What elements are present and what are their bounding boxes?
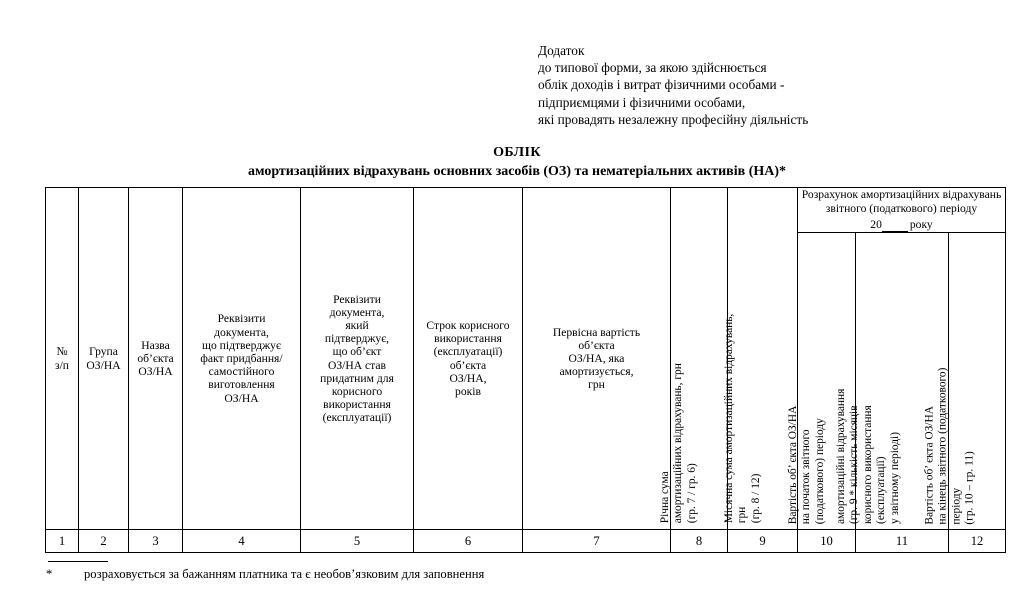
- footnote-marker: *: [46, 567, 53, 581]
- column-header-7: Первісна вартість об’єкта ОЗ/НА, яка амортизується, грн: [523, 188, 671, 530]
- footnote-text: розраховується за бажанням платника та є необов’язковим для заповнення: [84, 567, 485, 581]
- column-header-6: Строк корисного використання (експлуатації) об’єкта ОЗ/НА, років: [414, 188, 523, 530]
- page-title-main: ОБЛІК: [493, 145, 541, 160]
- table-column-number-row: [46, 530, 1006, 553]
- column-header-11-rotated: амортизаційні відрахування (гр. 9 * кількість місяців корисного використання (експлуатації) у звітному періоді): [834, 388, 901, 525]
- column-number-11: 11: [856, 530, 949, 553]
- column-group-header-calculation: Розрахунок амортизаційних відрахувань звітного (податкового) періоду 20 року: [798, 188, 1006, 233]
- column-header-8-rotated: Річна сума амортизаційних відрахувань, грн (гр. 7 / гр. 6): [658, 363, 698, 524]
- reporting-year-field[interactable]: 20 року: [870, 217, 933, 231]
- column-number-9: 9: [728, 530, 798, 553]
- column-number-2: 2: [79, 530, 129, 553]
- footnote-separator-rule: [48, 561, 108, 562]
- addressee-line-1: Додаток: [538, 43, 585, 58]
- column-header-9-rotated: Місячна сума амортизаційних відрахувань, грн (гр. 8 / 12): [722, 313, 762, 524]
- addressee-line-2: до типової форми, за якою здійснюється: [538, 60, 767, 76]
- column-header-8: [658, 188, 728, 530]
- year-blank-underline[interactable]: [882, 220, 908, 232]
- column-number-3: 3: [129, 530, 183, 553]
- column-header-12: [923, 233, 1006, 530]
- column-header-2: Група ОЗ/НА: [79, 188, 129, 530]
- addressee-line-5: які провадять незалежну професійну діяльність: [538, 111, 809, 127]
- column-header-12-rotated: Вартість об’ єкта ОЗ/НА на кінець звітного (податкового) періоду (гр. 10 – гр. 11): [923, 367, 976, 525]
- column-number-6: 6: [414, 530, 523, 553]
- column-header-1: № з/п: [46, 188, 79, 530]
- column-number-1: 1: [46, 530, 79, 553]
- footnote: [46, 561, 946, 582]
- column-header-4: Реквізити документа, що підтверджує факт придбання/ самостійного виготовлення ОЗ/НА: [183, 188, 301, 530]
- amortization-table-wrapper: [45, 187, 1006, 553]
- column-header-10-rotated: Вартість об’ єкта ОЗ/НА на початок звітного (податкового) періоду: [786, 405, 826, 525]
- footnote-body: [46, 566, 946, 582]
- page-title-sub: амортизаційних відрахувань основних засобів (ОЗ) та нематеріальних активів (НА)*: [247, 164, 787, 179]
- addressee-line-3: облік доходів і витрат фізичними особами -: [538, 77, 785, 93]
- column-number-7: 7: [523, 530, 671, 553]
- column-number-8: 8: [671, 530, 728, 553]
- column-header-3: Назва об’єкта ОЗ/НА: [129, 188, 183, 530]
- column-number-10: 10: [798, 530, 856, 553]
- column-number-4: 4: [183, 530, 301, 553]
- table-header-row-main: [46, 188, 1006, 233]
- column-number-12: 12: [949, 530, 1006, 553]
- amortization-table: [45, 187, 1006, 553]
- addressee-block: [538, 42, 958, 128]
- page-title: [0, 143, 1034, 181]
- column-header-5: Реквізити документа, який підтверджує, що об’єкт ОЗ/НА став придатним для корисного використання (експлуатації): [301, 188, 414, 530]
- addressee-line-4: підприємцями і фізичними особами,: [538, 94, 746, 110]
- column-number-5: 5: [301, 530, 414, 553]
